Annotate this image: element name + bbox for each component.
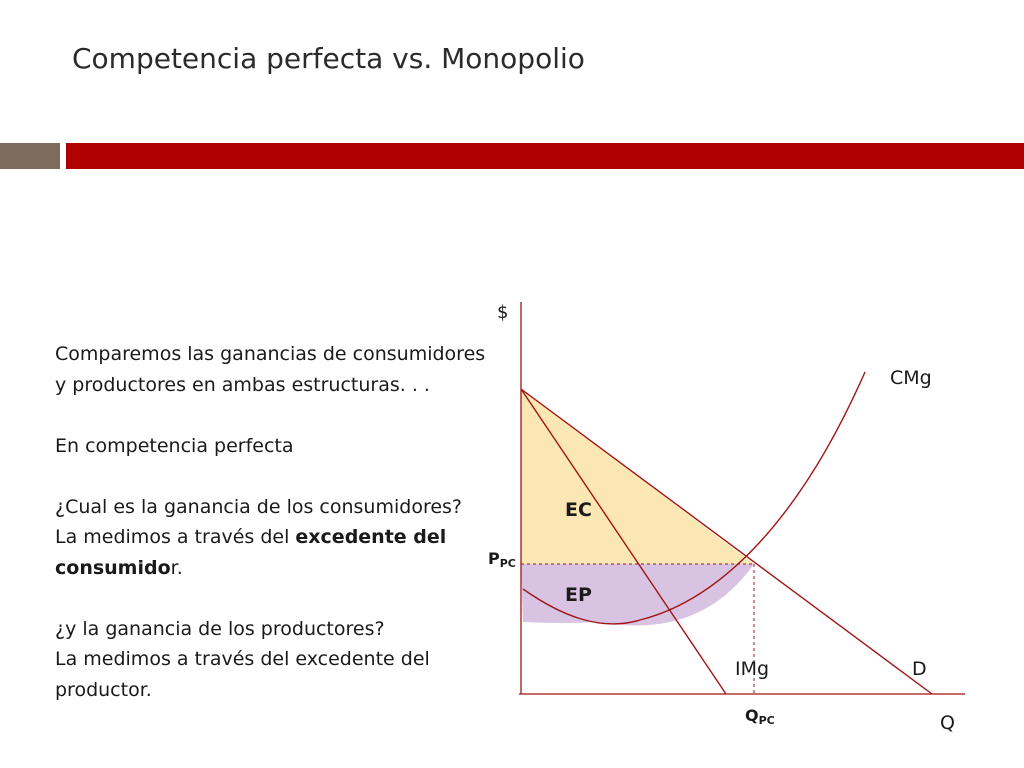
demand-label: D (912, 658, 927, 680)
x-axis-label: Q (940, 712, 955, 734)
consumer-surplus-label: EC (565, 499, 592, 521)
y-axis-label: $ (497, 302, 509, 323)
consumer-measure-bold: excedente del consumido (55, 526, 447, 579)
perfect-competition-text: En competencia perfecta (55, 434, 294, 457)
price-label-sub: PC (499, 557, 516, 570)
producer-surplus-label: EP (565, 584, 592, 606)
intro-text: Comparemos las ganancias de consumidores y productores en ambas estructuras. . . (55, 343, 486, 396)
quantity-label (745, 706, 775, 727)
mr-label: IMg (735, 658, 770, 680)
price-label-main: P (488, 549, 500, 568)
slide-title: Competencia perfecta vs. Monopolio (72, 42, 585, 75)
producer-question: ¿y la ganancia de los productores? (55, 617, 385, 640)
consumer-question: ¿Cual es la ganancia de los consumidores? (55, 495, 463, 518)
price-label (488, 549, 516, 570)
producer-measure: La medimos a través del excedente del productor. (55, 648, 430, 701)
producer-surplus-area (521, 564, 754, 625)
consumer-measure-suffix: r. (170, 556, 183, 579)
consumer-measure-prefix: La medimos a través del (55, 526, 296, 548)
quantity-label-sub: PC (758, 714, 775, 727)
quantity-label-main: Q (745, 706, 759, 725)
mc-label: CMg (890, 367, 932, 389)
